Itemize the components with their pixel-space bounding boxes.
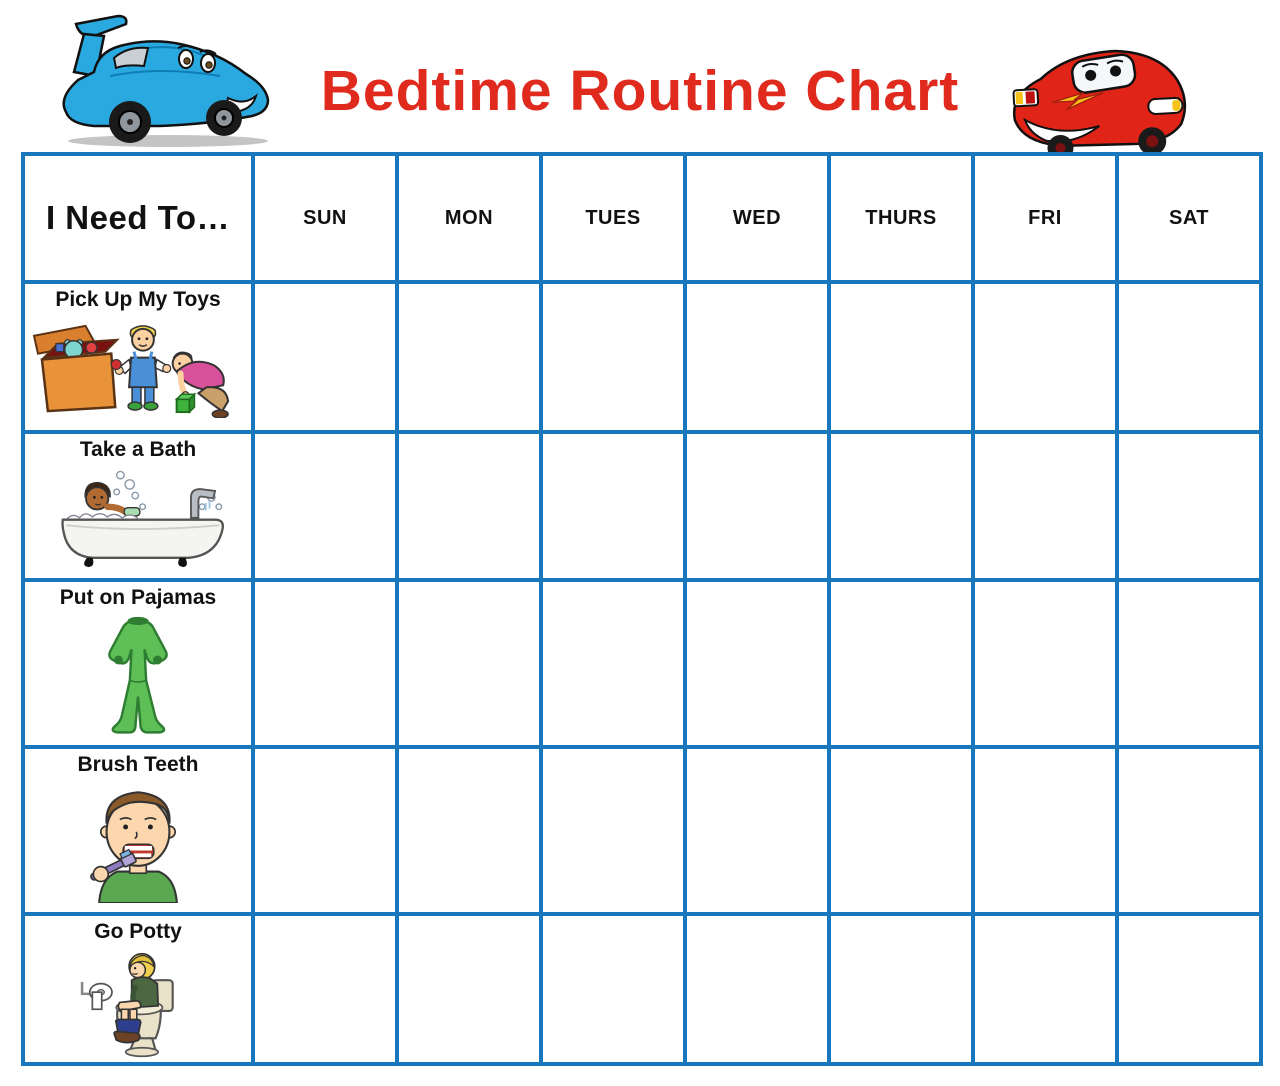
- task-label: Take a Bath: [79, 438, 197, 461]
- grid-cell: [829, 914, 973, 1064]
- task-row-brush-teeth: [23, 747, 1261, 914]
- grid-cell: [541, 580, 685, 747]
- page-title: Bedtime Routine Chart: [320, 59, 960, 123]
- grid-cell: [685, 914, 829, 1064]
- grid-cell: [685, 580, 829, 747]
- grid-cell: [973, 747, 1117, 914]
- task-cell-pick-up-toys: [23, 282, 253, 432]
- task-row-pick-up-toys: [23, 282, 1261, 432]
- day-header-tues: TUES: [541, 154, 685, 282]
- grid-cell: [397, 282, 541, 432]
- task-cell-put-on-pajamas: [23, 580, 253, 747]
- grid-cell: [397, 914, 541, 1064]
- grid-cell: [829, 580, 973, 747]
- grid-cell: [973, 282, 1117, 432]
- grid-cell: [253, 432, 397, 580]
- red-race-car-icon: [997, 35, 1198, 165]
- grid-cell: [397, 432, 541, 580]
- take-a-bath-icon: [31, 464, 246, 568]
- day-header-sun: SUN: [253, 154, 397, 282]
- grid-cell: [541, 747, 685, 914]
- task-cell-go-potty: [23, 914, 253, 1064]
- go-potty-icon: [70, 946, 207, 1058]
- pick-up-toys-icon: [31, 314, 246, 418]
- corner-header: I Need To…: [23, 154, 253, 282]
- task-label: Pick Up My Toys: [55, 288, 221, 311]
- grid-cell: [1117, 914, 1261, 1064]
- grid-cell: [685, 747, 829, 914]
- task-row-put-on-pajamas: [23, 580, 1261, 747]
- grid-cell: [253, 282, 397, 432]
- grid-cell: [973, 580, 1117, 747]
- grid-cell: [541, 282, 685, 432]
- grid-cell: [685, 432, 829, 580]
- grid-cell: [253, 914, 397, 1064]
- grid-cell: [829, 747, 973, 914]
- grid-cell: [973, 432, 1117, 580]
- grid-cell: [1117, 432, 1261, 580]
- header-row: [23, 154, 1261, 282]
- routine-table: [21, 152, 1263, 1066]
- day-header-thurs: THURS: [829, 154, 973, 282]
- day-header-sat: SAT: [1117, 154, 1261, 282]
- task-label: Brush Teeth: [77, 753, 199, 776]
- grid-cell: [541, 432, 685, 580]
- brush-teeth-icon: [76, 779, 200, 903]
- task-cell-brush-teeth: [23, 747, 253, 914]
- pajamas-icon: [89, 612, 187, 734]
- grid-cell: [397, 580, 541, 747]
- grid-cell: [829, 432, 973, 580]
- task-row-go-potty: [23, 914, 1261, 1064]
- grid-cell: [1117, 747, 1261, 914]
- task-cell-take-a-bath: [23, 432, 253, 580]
- task-row-take-a-bath: [23, 432, 1261, 580]
- grid-cell: [1117, 580, 1261, 747]
- task-label: Put on Pajamas: [59, 586, 217, 609]
- grid-cell: [541, 914, 685, 1064]
- day-header-wed: WED: [685, 154, 829, 282]
- grid-cell: [973, 914, 1117, 1064]
- task-label: Go Potty: [94, 920, 182, 943]
- day-header-fri: FRI: [973, 154, 1117, 282]
- grid-cell: [685, 282, 829, 432]
- grid-cell: [253, 580, 397, 747]
- grid-cell: [397, 747, 541, 914]
- day-header-mon: MON: [397, 154, 541, 282]
- grid-cell: [253, 747, 397, 914]
- grid-cell: [1117, 282, 1261, 432]
- grid-cell: [829, 282, 973, 432]
